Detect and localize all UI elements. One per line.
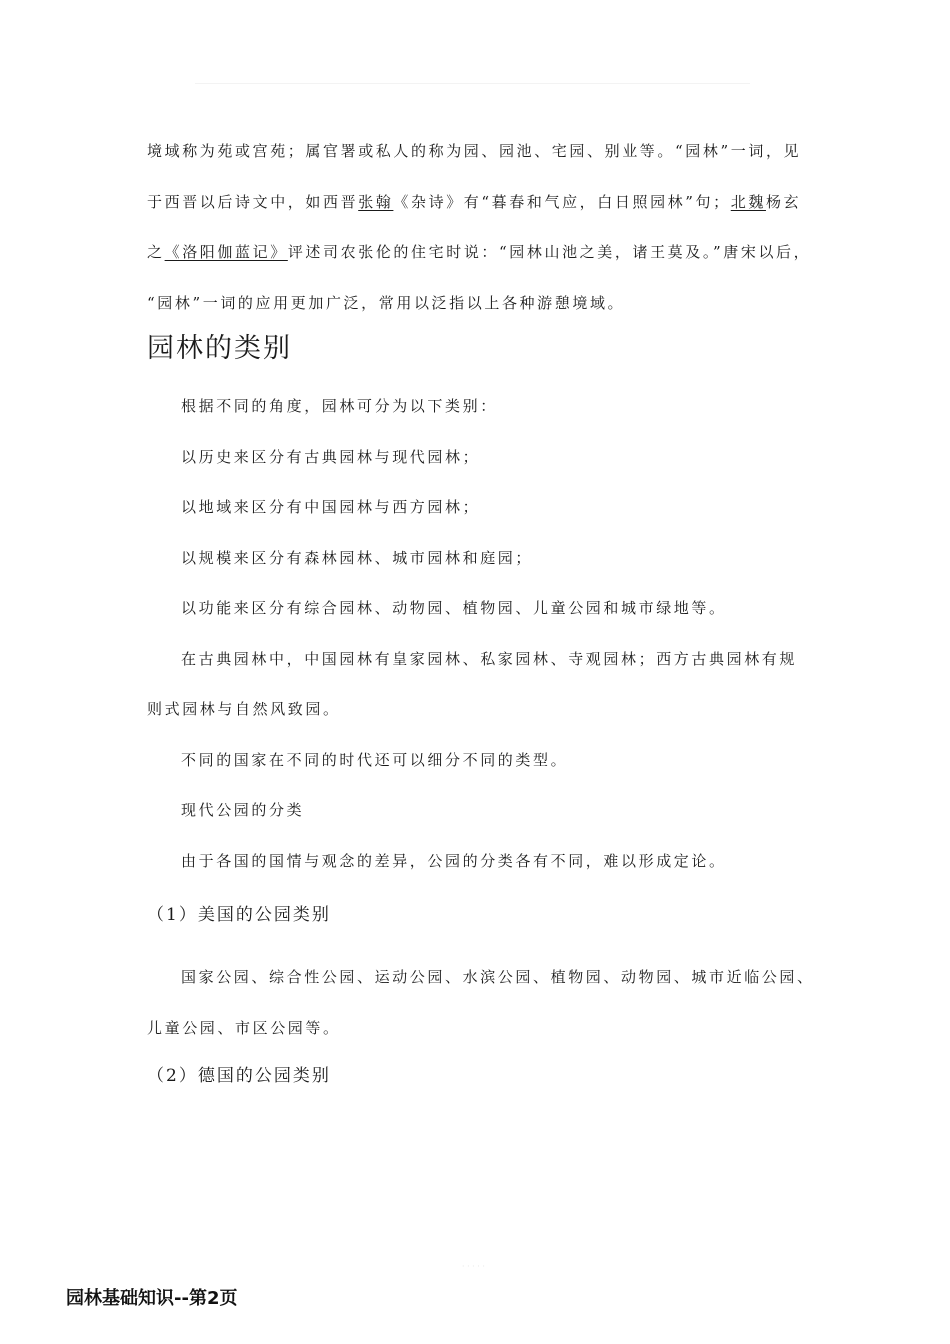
paragraph: 以地域来区分有中国园林与西方园林； — [181, 498, 481, 516]
paragraph: 以规模来区分有森林园林、城市园林和庭园； — [181, 548, 534, 567]
intro-line-3 — [147, 227, 812, 278]
usa-heading: （1）美国的公园类别 — [147, 905, 331, 925]
header-rule — [195, 83, 750, 84]
paragraph-classical-2: 则式园林与自然风致园。 — [147, 700, 341, 718]
modern-park-heading: 现代公园的分类 — [181, 801, 305, 819]
page-footer: 园林基础知识--第2页 — [66, 1288, 238, 1309]
paragraph-classical-1: 在古典园林中，中国园林有皇家园林、私家园林、寺观园林；西方古典园林有规 — [181, 649, 798, 668]
intro-text: 评述司农张伦的住宅时说：“园林山池之美，诸王莫及。”唐宋以后， — [287, 243, 812, 261]
intro-text: 于西晋以后诗文中，如西晋 — [147, 192, 359, 211]
paragraph-types-note: 不同的国家在不同的时代还可以细分不同的类型。 — [181, 750, 569, 769]
germany-heading: （2）德国的公园类别 — [147, 1066, 331, 1086]
intro-line-4 — [147, 278, 807, 329]
modern-park-intro: 由于各国的国情与观念的差异，公园的分类各有不同，难以形成定论。 — [181, 851, 727, 870]
usa-list-line-1: 国家公园、综合性公园、运动公园、水滨公园、植物园、动物园、城市近临公园、 — [181, 968, 815, 986]
document-body — [147, 126, 815, 1091]
intro-text: 杨玄 — [765, 192, 802, 211]
watermark-dots: · · · · · — [462, 1262, 485, 1271]
section-title: 园林的类别 — [147, 333, 292, 364]
paragraph: 以功能来区分有综合园林、动物园、植物园、儿童公园和城市绿地等。 — [181, 599, 727, 617]
intro-line-2 — [147, 177, 807, 228]
intro-text: 《杂诗》有“暮春和气应，白日照园林”句； — [393, 192, 731, 211]
paragraph: 以历史来区分有古典园林与现代园林； — [181, 447, 481, 466]
paragraph: 根据不同的角度，园林可分为以下类别： — [181, 397, 498, 415]
link-zhang-han[interactable]: 张翰 — [358, 192, 394, 211]
usa-list-line-2: 儿童公园、市区公园等。 — [147, 1018, 341, 1037]
intro-text: 境域称为苑或宫苑；属官署或私人的称为园、园池、宅园、别业等。“园林”一词，见 — [147, 142, 802, 160]
link-bei-wei[interactable]: 北魏 — [730, 192, 766, 211]
link-luoyang-qielan-ji[interactable]: 《洛阳伽蓝记》 — [164, 243, 288, 261]
intro-line-1 — [147, 126, 807, 177]
intro-text: “园林”一词的应用更加广泛，常用以泛指以上各种游憩境域。 — [147, 293, 626, 312]
intro-text: 之 — [147, 243, 165, 261]
